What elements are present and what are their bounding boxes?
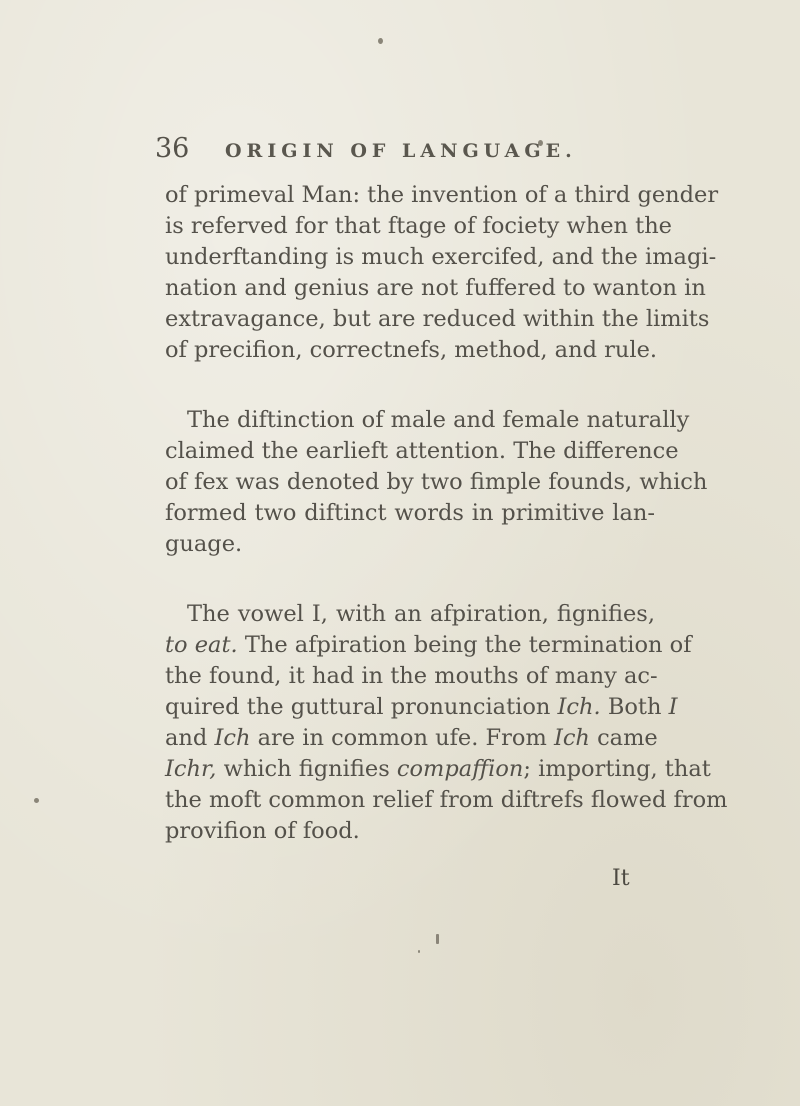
italic-word: I <box>668 694 678 720</box>
text-fragment: are in common ufe. From <box>257 725 547 751</box>
italic-word: Ich <box>214 725 251 751</box>
text-fragment: ; importing, that <box>523 756 711 782</box>
text-line: extravagance, but are reduced within the limits <box>165 306 710 332</box>
paragraph-gap <box>165 560 655 599</box>
text-line <box>165 630 692 661</box>
page-header <box>155 133 675 173</box>
paper-speck <box>418 950 420 953</box>
text-fragment: and <box>165 725 208 751</box>
text-line: of fex was denoted by two fimple founds, which <box>165 469 708 495</box>
text-line: claimed the earlieft attention. The difference <box>165 438 679 464</box>
paper-speck <box>436 934 439 944</box>
text-fragment: came <box>597 725 658 751</box>
text-line <box>165 754 711 785</box>
text-line <box>165 723 658 754</box>
italic-word: Ich. <box>557 694 601 720</box>
italic-word: compaffion <box>396 756 524 782</box>
text-fragment: which fignifies <box>223 756 390 782</box>
italic-word: to eat. <box>165 632 238 658</box>
text-line: the found, it had in the mouths of many ac- <box>165 663 658 689</box>
page-number: 36 <box>155 133 190 164</box>
text-line: of precifion, correctnefs, method, and rule. <box>165 337 658 363</box>
body-text <box>165 180 728 847</box>
text-line: The diftinction of male and female naturally <box>187 407 690 433</box>
text-line: The vowel I, with an afpiration, fignifies, <box>187 601 655 627</box>
text-fragment: Both <box>607 694 662 720</box>
text-line: provifion of food. <box>165 818 360 844</box>
text-line: guage. <box>165 531 243 557</box>
text-line: is referved for that ftage of fociety when the <box>165 213 672 239</box>
text-fragment: quired the guttural pronunciation <box>165 694 551 720</box>
catchword: It <box>612 866 630 891</box>
italic-word: Ichr, <box>165 756 217 782</box>
italic-word: Ich <box>553 725 590 751</box>
text-line <box>165 692 678 723</box>
text-line: underftanding is much exercifed, and the imagi- <box>165 244 717 270</box>
text-fragment: The afpiration being the termination of <box>244 632 692 658</box>
text-line: formed two diftinct words in primitive lan- <box>165 500 655 526</box>
paragraph-gap <box>165 366 655 405</box>
running-head: ORIGIN OF LANGUAGE. <box>225 140 577 162</box>
paper-speck <box>34 798 39 803</box>
text-line: of primeval Man: the invention of a third gender <box>165 182 719 208</box>
text-line: the moft common relief from diftrefs flowed from <box>165 787 728 813</box>
paper-speck <box>378 38 383 44</box>
text-line: nation and genius are not fuffered to wanton in <box>165 275 706 301</box>
